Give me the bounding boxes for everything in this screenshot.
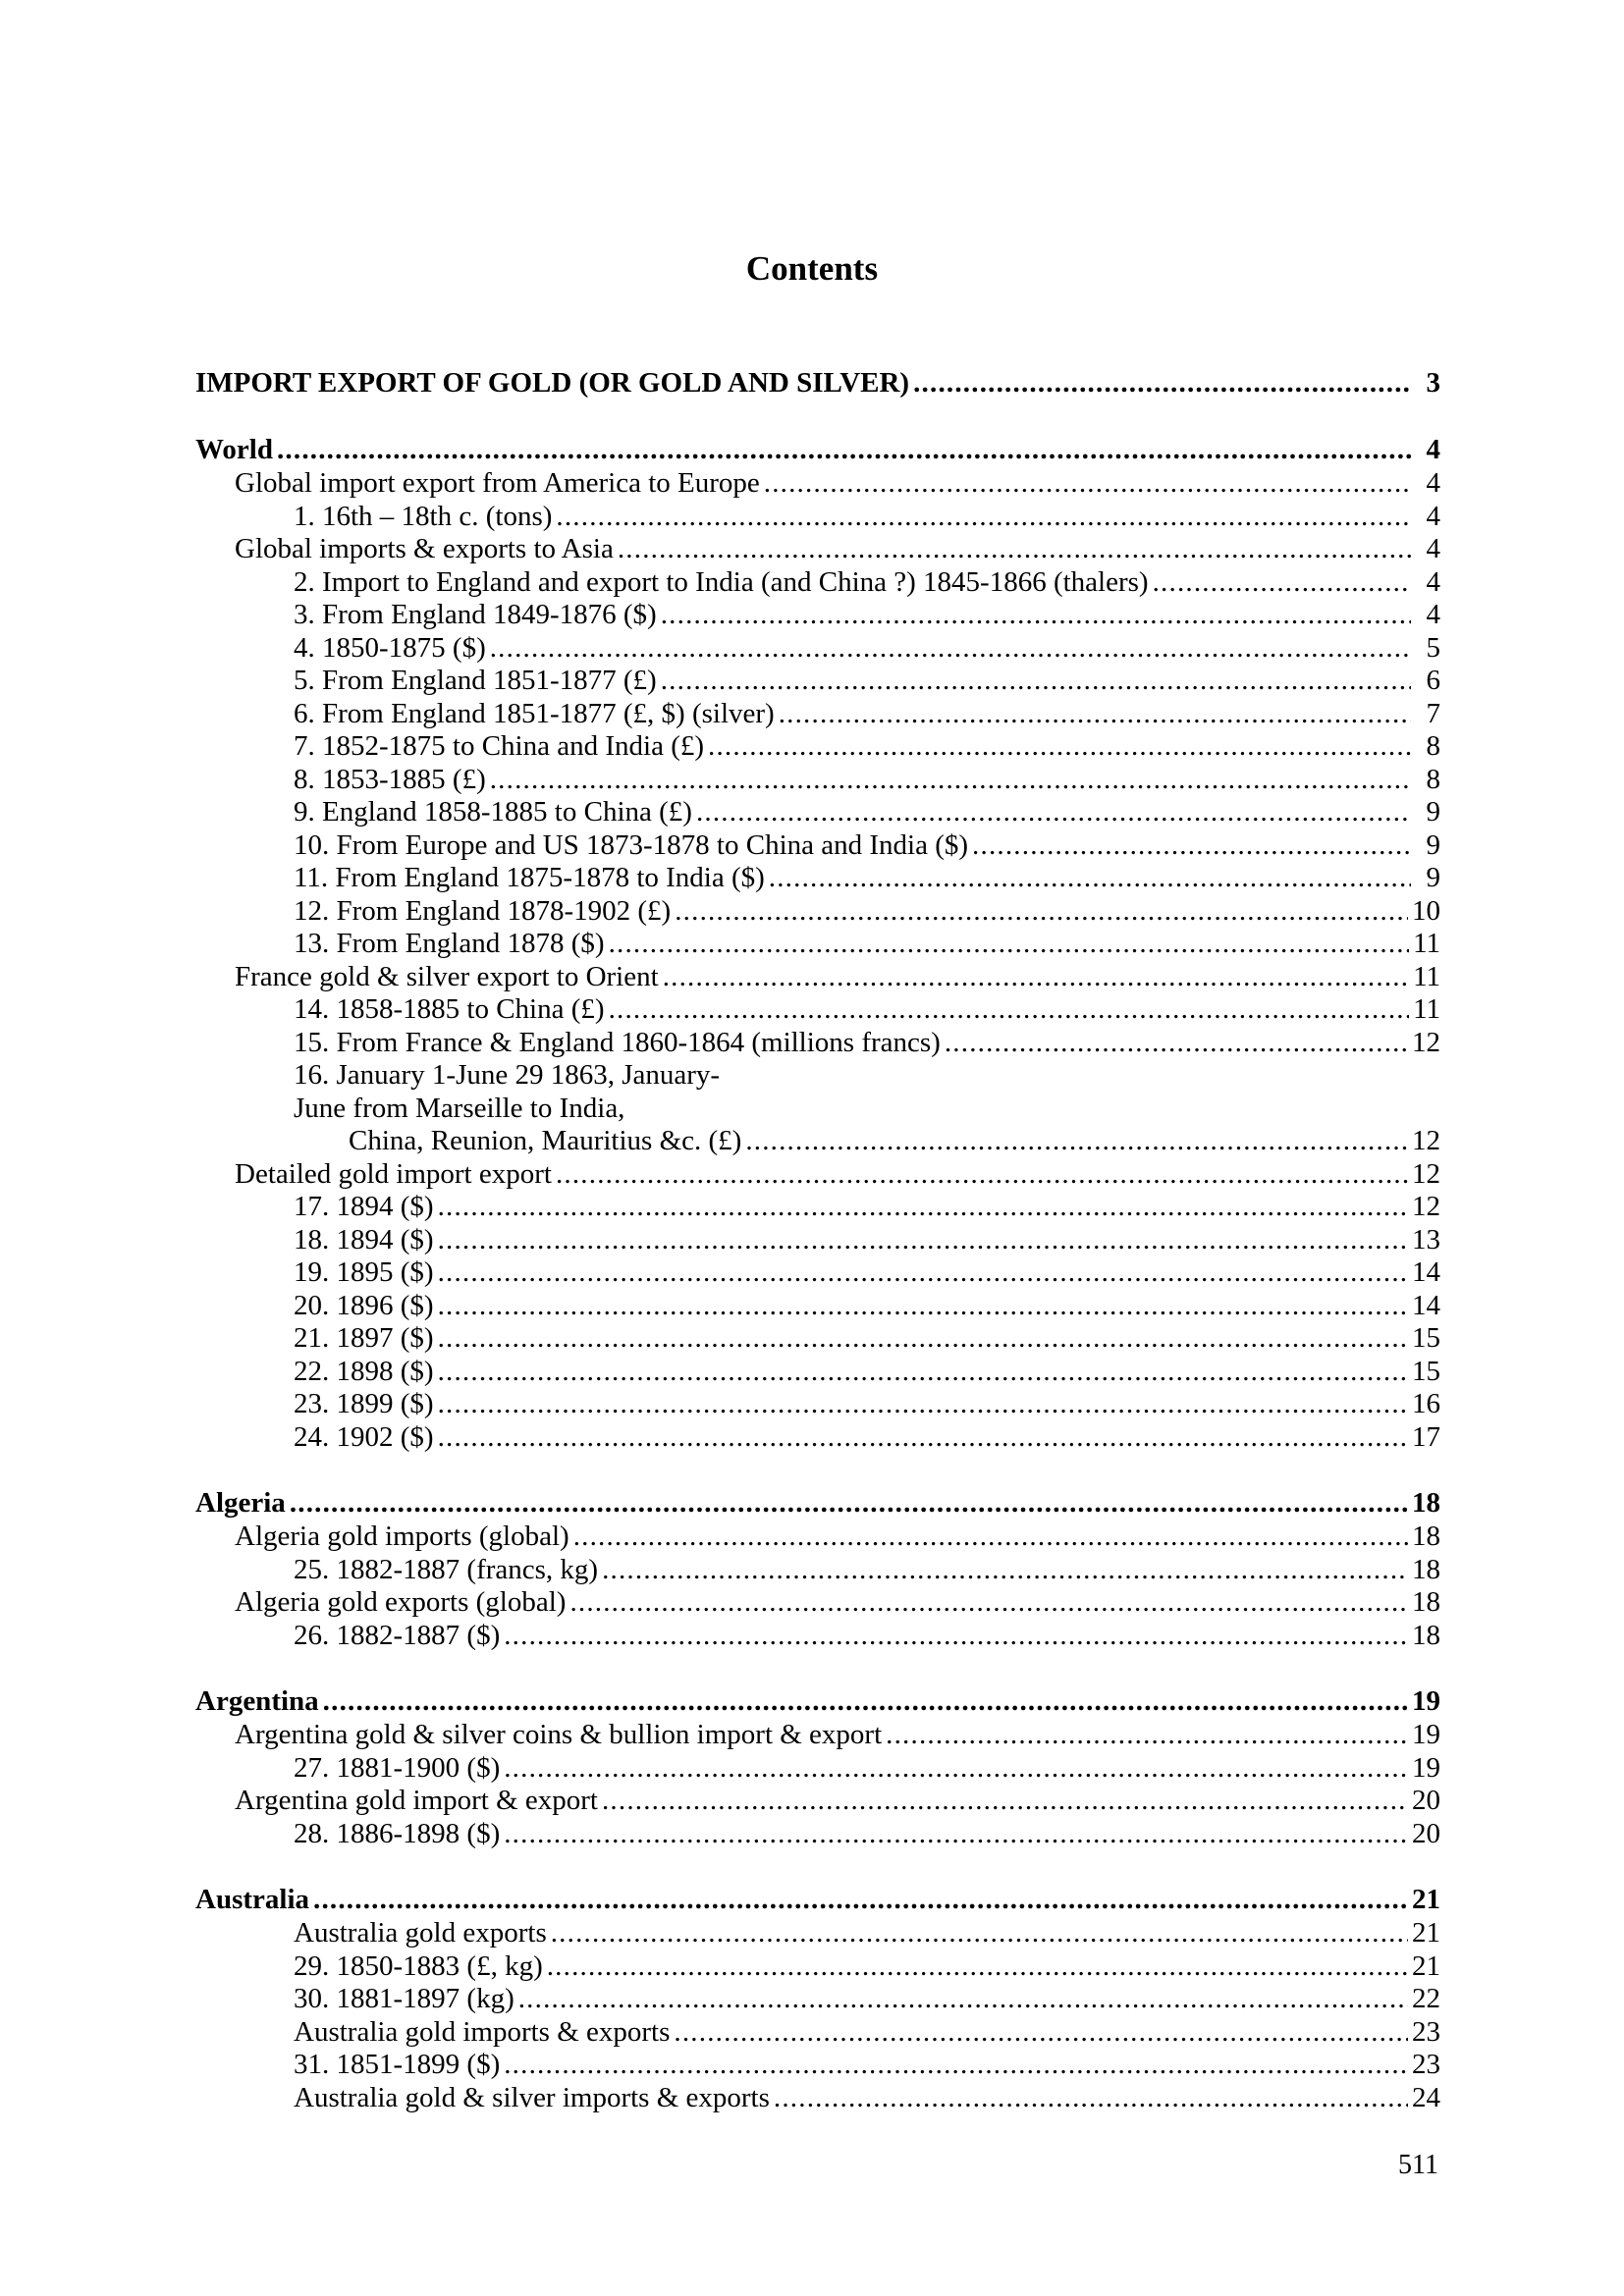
dot-leader (769, 862, 1411, 895)
dot-leader (661, 599, 1411, 632)
table-of-contents (195, 365, 1440, 2114)
toc-page-number: 4 (1426, 599, 1440, 630)
dot-leader (323, 1683, 1408, 1719)
toc-entry-label: World (195, 434, 273, 465)
dot-leader (504, 1620, 1408, 1653)
dot-leader (438, 1256, 1408, 1290)
dot-leader (547, 1950, 1408, 1984)
toc-entry[interactable] (195, 2016, 1440, 2050)
dot-leader (438, 1388, 1408, 1421)
toc-entry-label: 2. Import to England and export to India (and China ?) 1845-1866 (thalers) (294, 565, 1149, 598)
toc-entry-label: 10. From Europe and US 1873-1878 to China and India ($) (294, 828, 969, 861)
toc-entry-label: 24. 1902 ($) (294, 1420, 434, 1453)
dot-leader (573, 1521, 1408, 1554)
toc-entry[interactable] (195, 1752, 1440, 1786)
toc-entry-label: 7. 1852-1875 to China and India (£) (294, 730, 705, 762)
toc-section[interactable] (195, 1521, 1440, 1554)
toc-entry-label: 28. 1886-1898 ($) (294, 1817, 501, 1849)
toc-entry-label: 29. 1850-1883 (£, kg) (294, 1949, 543, 1982)
toc-entry[interactable] (195, 632, 1440, 666)
dot-leader (696, 796, 1411, 829)
toc-entry[interactable] (195, 1983, 1440, 2016)
dot-leader (504, 1818, 1408, 1851)
toc-page-number: 15 (1412, 1322, 1440, 1354)
dot-leader (602, 1554, 1408, 1587)
toc-entry[interactable] (195, 501, 1440, 534)
toc-page-number: 11 (1413, 960, 1440, 992)
toc-entry-label-continuation: China, Reunion, Mauritius &c. (£) (349, 1125, 742, 1156)
toc-page-number: 23 (1412, 2049, 1440, 2080)
dot-leader (764, 467, 1411, 501)
toc-page-number: 8 (1426, 763, 1440, 795)
toc-entry[interactable] (195, 1620, 1440, 1653)
toc-entry-label: 22. 1898 ($) (294, 1355, 434, 1387)
toc-entry[interactable] (195, 1191, 1440, 1224)
dot-leader (779, 698, 1411, 731)
toc-entry-label: 19. 1895 ($) (294, 1256, 434, 1288)
toc-entry[interactable] (195, 895, 1440, 929)
toc-entry-label: 30. 1881-1897 (kg) (294, 1983, 514, 2014)
toc-page-number: 4 (1426, 565, 1440, 598)
toc-entry-label: 17. 1894 ($) (294, 1191, 434, 1222)
dot-leader (504, 2049, 1408, 2082)
toc-entry-label-line: 16. January 1-June 29 1863, January-June from Marseille to India, (294, 1059, 721, 1124)
toc-section[interactable] (195, 533, 1440, 566)
toc-section[interactable] (195, 1719, 1440, 1752)
toc-section[interactable] (195, 467, 1440, 501)
toc-page-number: 9 (1426, 862, 1440, 893)
dot-leader (518, 1983, 1408, 2016)
toc-page-number: 14 (1412, 1289, 1440, 1321)
toc-entry-label: 13. From England 1878 ($) (294, 928, 605, 959)
toc-page-number: 13 (1412, 1223, 1440, 1255)
dot-leader (663, 961, 1409, 994)
toc-page-number: 6 (1426, 665, 1440, 696)
toc-page-number: 18 (1412, 1619, 1440, 1651)
dot-leader (1153, 566, 1411, 600)
toc-entry-label (294, 1059, 741, 1158)
dot-leader (913, 365, 1411, 400)
toc-page-number: 9 (1426, 828, 1440, 861)
toc-entry-label: Global import export from America to Europe (235, 467, 760, 499)
toc-page-number: 4 (1426, 500, 1440, 532)
toc-entry-label: 12. From England 1878-1902 (£) (294, 894, 672, 927)
dot-leader (438, 1191, 1408, 1224)
dot-leader (602, 1785, 1408, 1818)
dot-leader (490, 632, 1411, 666)
toc-entry[interactable] (195, 1388, 1440, 1421)
toc-entry-label: 15. From France & England 1860-1864 (millions francs) (294, 1026, 941, 1058)
toc-entry-label: 4. 1850-1875 ($) (294, 631, 486, 664)
toc-entry-label: 1. 16th – 18th c. (tons) (294, 500, 553, 532)
toc-entry[interactable] (195, 1256, 1440, 1290)
toc-entry-label: 31. 1851-1899 ($) (294, 2049, 501, 2080)
page-title: Contents (745, 249, 879, 288)
toc-page-number: 11 (1413, 993, 1440, 1025)
toc-page-number: 16 (1412, 1388, 1440, 1419)
dot-leader (618, 533, 1411, 566)
toc-entry-label: France gold & silver export to Orient (235, 960, 659, 992)
toc-entry[interactable] (195, 1027, 1440, 1060)
toc-entry-label: 14. 1858-1885 to China (£) (294, 993, 605, 1025)
toc-entry-label: Australia gold & silver imports & exports (294, 2081, 770, 2113)
toc-page-number: 21 (1412, 1949, 1440, 1982)
toc-page-number: 4 (1426, 467, 1440, 499)
toc-page-number: 15 (1412, 1355, 1440, 1387)
toc-page-number: 10 (1412, 894, 1440, 927)
toc-entry-label: 27. 1881-1900 ($) (294, 1751, 501, 1784)
toc-entry-label: 8. 1853-1885 (£) (294, 763, 486, 795)
toc-page-number: 18 (1412, 1586, 1440, 1618)
toc-page-number: 18 (1412, 1553, 1440, 1585)
dot-leader (438, 1322, 1408, 1356)
dot-leader (438, 1421, 1408, 1455)
toc-page-number: 24 (1412, 2081, 1440, 2113)
dot-leader (972, 829, 1411, 863)
dot-leader (945, 1027, 1408, 1060)
toc-page-number: 21 (1412, 1917, 1440, 1949)
toc-entry[interactable] (195, 1917, 1440, 1950)
toc-entry-label: 9. England 1858-1885 to China (£) (294, 796, 692, 828)
dot-leader (569, 1586, 1408, 1620)
dot-leader (290, 1485, 1408, 1521)
toc-page-number: 20 (1412, 1817, 1440, 1849)
dot-leader (504, 1752, 1408, 1786)
toc-entry[interactable] (195, 2082, 1440, 2115)
toc-entry[interactable] (195, 1950, 1440, 1984)
toc-entry[interactable] (195, 599, 1440, 632)
toc-page-number: 12 (1412, 1125, 1440, 1156)
toc-page-number: 11 (1413, 928, 1440, 959)
toc-section[interactable] (195, 961, 1440, 994)
toc-page-number: 14 (1412, 1256, 1440, 1288)
toc-entry-label: 5. From England 1851-1877 (£) (294, 665, 657, 696)
toc-entry[interactable] (195, 698, 1440, 731)
dot-leader (490, 764, 1411, 797)
toc-entry-label: Algeria (195, 1487, 286, 1519)
dot-leader (675, 895, 1408, 929)
toc-entry-label: Detailed gold import export (235, 1157, 552, 1190)
toc-page-number: 23 (1412, 2015, 1440, 2048)
toc-page-number: 12 (1412, 1026, 1440, 1058)
toc-page-number: 7 (1426, 697, 1440, 729)
toc-chapter[interactable] (195, 432, 1440, 467)
toc-entry[interactable] (195, 1356, 1440, 1389)
toc-entry-label: Argentina (195, 1685, 319, 1717)
toc-entry[interactable] (195, 730, 1440, 764)
dot-leader (609, 993, 1410, 1027)
toc-entry-label: Argentina gold & silver coins & bullion import & export (235, 1719, 883, 1750)
toc-page-number: 22 (1412, 1983, 1440, 2014)
toc-entry[interactable] (195, 1421, 1440, 1455)
toc-section[interactable] (195, 1158, 1440, 1192)
toc-chapter[interactable] (195, 1485, 1440, 1521)
toc-entry[interactable] (195, 1818, 1440, 1851)
toc-chapter[interactable] (195, 1882, 1440, 1917)
toc-section[interactable] (195, 1785, 1440, 1818)
toc-entry[interactable] (195, 1290, 1440, 1323)
toc-page-number: 5 (1426, 631, 1440, 664)
dot-leader (551, 1917, 1408, 1950)
toc-entry-label: 25. 1882-1887 (francs, kg) (294, 1553, 599, 1585)
toc-entry-label: Algeria gold imports (global) (235, 1521, 569, 1552)
toc-page-number: 4 (1426, 533, 1440, 564)
toc-entry[interactable] (195, 993, 1440, 1027)
dot-leader (438, 1224, 1408, 1257)
toc-entry-label: 26. 1882-1887 ($) (294, 1619, 501, 1651)
toc-page-number: 19 (1412, 1751, 1440, 1784)
dot-leader (674, 2016, 1408, 2050)
toc-entry[interactable] (195, 1554, 1440, 1587)
dot-leader (745, 1125, 1408, 1158)
toc-entry-label: Australia gold exports (294, 1917, 547, 1949)
dot-leader (438, 1356, 1408, 1389)
toc-entry[interactable] (195, 829, 1440, 863)
toc-page-number: 4 (1426, 434, 1440, 465)
dot-leader (556, 501, 1411, 534)
toc-entry[interactable] (195, 764, 1440, 797)
toc-entry[interactable] (195, 928, 1440, 961)
dot-leader (277, 432, 1411, 467)
toc-section[interactable] (195, 1586, 1440, 1620)
toc-entry[interactable] (195, 1322, 1440, 1356)
toc-entry[interactable] (195, 1059, 1440, 1158)
toc-entry[interactable] (195, 566, 1440, 600)
toc-entry-label: 6. From England 1851-1877 (£, $) (silver) (294, 697, 775, 729)
toc-entry[interactable] (195, 665, 1440, 698)
toc-entry-label: IMPORT EXPORT OF GOLD (OR GOLD AND SILVER) (195, 367, 910, 399)
dot-leader (774, 2082, 1408, 2115)
toc-page-number: 19 (1412, 1685, 1440, 1717)
toc-entry-label: Australia (195, 1884, 309, 1915)
toc-entry-label: 21. 1897 ($) (294, 1322, 434, 1354)
toc-entry-label: Australia gold imports & exports (294, 2015, 671, 2048)
toc-page-number: 8 (1426, 730, 1440, 762)
dot-leader (886, 1719, 1408, 1752)
toc-entry[interactable] (195, 862, 1440, 895)
dot-leader (661, 665, 1411, 698)
toc-page-number: 12 (1412, 1191, 1440, 1222)
toc-entry-label: 18. 1894 ($) (294, 1223, 434, 1255)
dot-leader (609, 928, 1410, 961)
toc-entry-label: 20. 1896 ($) (294, 1289, 434, 1321)
toc-page-number: 18 (1412, 1521, 1440, 1552)
toc-entry-label: 11. From England 1875-1878 to India ($) (294, 862, 765, 893)
dot-leader (708, 730, 1411, 764)
toc-entry-label: Global imports & exports to Asia (235, 533, 614, 564)
dot-leader (313, 1882, 1408, 1917)
toc-page-number: 20 (1412, 1785, 1440, 1816)
toc-page-number: 3 (1426, 367, 1440, 399)
dot-leader (438, 1290, 1408, 1323)
toc-entry[interactable] (195, 2049, 1440, 2082)
toc-entry[interactable] (195, 796, 1440, 829)
toc-entry[interactable] (195, 1224, 1440, 1257)
toc-chapter[interactable] (195, 1683, 1440, 1719)
toc-chapter[interactable] (195, 365, 1440, 400)
toc-page-number: 19 (1412, 1719, 1440, 1750)
toc-page-number: 18 (1412, 1487, 1440, 1519)
toc-entry-label: 3. From England 1849-1876 ($) (294, 599, 657, 630)
toc-page-number: 17 (1412, 1420, 1440, 1453)
toc-entry-label: Argentina gold import & export (235, 1785, 598, 1816)
toc-entry-label: Algeria gold exports (global) (235, 1586, 567, 1618)
page-number: 511 (1398, 2150, 1438, 2180)
toc-page-number: 21 (1412, 1884, 1440, 1915)
toc-page-number: 12 (1412, 1157, 1440, 1190)
toc-page-number: 9 (1426, 796, 1440, 828)
dot-leader (556, 1158, 1408, 1192)
toc-entry-label: 23. 1899 ($) (294, 1388, 434, 1419)
